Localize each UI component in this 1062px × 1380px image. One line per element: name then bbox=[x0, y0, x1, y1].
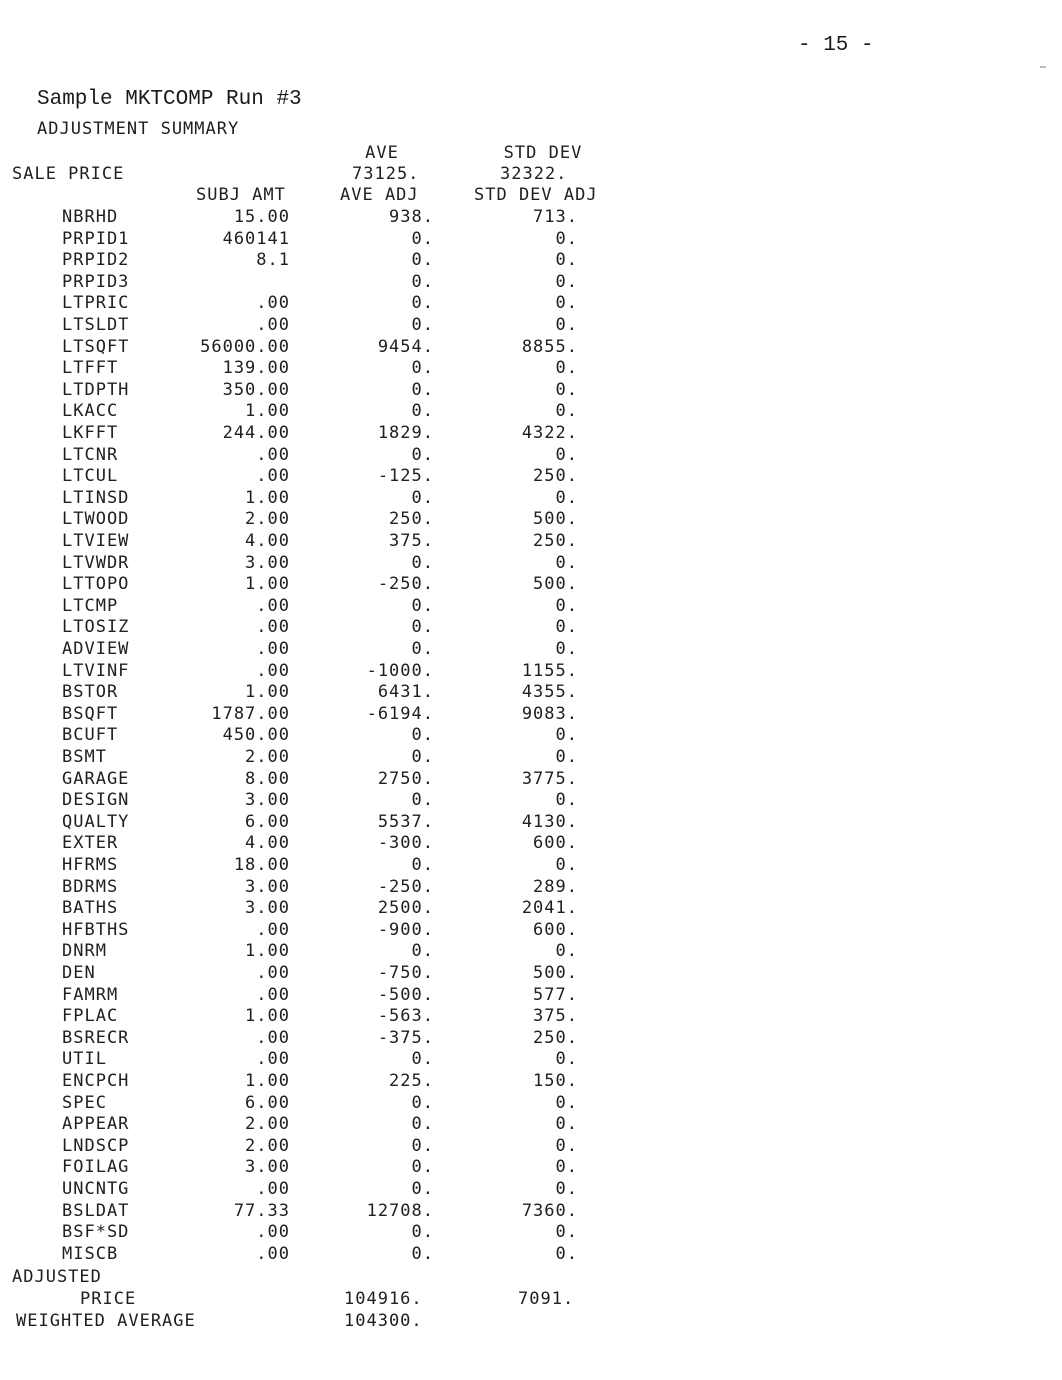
row-label: HFBTHS bbox=[62, 919, 130, 940]
row-ave-adj: 0. bbox=[411, 228, 434, 249]
row-subj-amt: 1787.00 bbox=[211, 703, 290, 724]
adjusted-price-ave: 104916. bbox=[344, 1289, 423, 1309]
row-subj-amt: .00 bbox=[256, 595, 290, 616]
row-ave-adj: 2750. bbox=[377, 768, 434, 789]
row-std-dev-adj: 0. bbox=[555, 552, 578, 573]
row-ave-adj: 375. bbox=[389, 531, 434, 551]
row-subj-amt: .00 bbox=[256, 315, 290, 335]
row-std-dev-adj: 577. bbox=[533, 984, 578, 1005]
row-ave-adj: 0. bbox=[411, 747, 434, 767]
row-subj-amt: 2.00 bbox=[245, 1135, 290, 1156]
row-ave-adj: -750. bbox=[377, 963, 434, 983]
row-std-dev-adj: 4355. bbox=[521, 682, 578, 703]
row-std-dev-adj: 1155. bbox=[521, 660, 578, 681]
row-label: BSLDAT bbox=[62, 1200, 130, 1221]
row-ave-adj: 0. bbox=[411, 790, 434, 811]
row-label: QUALTY bbox=[62, 811, 130, 832]
row-std-dev-adj: 0. bbox=[555, 617, 578, 638]
row-subj-amt: .00 bbox=[256, 1179, 290, 1199]
row-label: ADVIEW bbox=[62, 639, 130, 659]
row-std-dev-adj: 150. bbox=[533, 1071, 578, 1091]
row-ave-adj: 0. bbox=[411, 315, 434, 335]
row-std-dev-adj: 0. bbox=[555, 1135, 578, 1156]
row-subj-amt: 1.00 bbox=[245, 401, 290, 422]
adjusted-price-std-dev: 7091. bbox=[518, 1289, 575, 1309]
row-subj-amt: .00 bbox=[256, 919, 290, 940]
row-label: PRPID1 bbox=[62, 228, 130, 249]
row-std-dev-adj: 4322. bbox=[521, 423, 578, 443]
row-std-dev-adj: 0. bbox=[555, 1243, 578, 1264]
row-std-dev-adj: 0. bbox=[555, 401, 578, 422]
row-label: BCUFT bbox=[62, 725, 119, 746]
row-std-dev-adj: 0. bbox=[555, 1049, 578, 1070]
row-label: DESIGN bbox=[62, 790, 130, 811]
row-ave-adj: 0. bbox=[411, 271, 434, 292]
row-label: BSRECR bbox=[62, 1027, 130, 1048]
row-std-dev-adj: 0. bbox=[555, 444, 578, 465]
row-std-dev-adj: 0. bbox=[555, 487, 578, 508]
row-std-dev-adj: 0. bbox=[555, 1092, 578, 1113]
row-subj-amt: 450.00 bbox=[222, 725, 290, 746]
page-number: - 15 - bbox=[798, 34, 874, 57]
row-ave-adj: 0. bbox=[411, 1179, 434, 1199]
row-subj-amt: 18.00 bbox=[233, 855, 290, 875]
row-label: PRPID3 bbox=[62, 271, 130, 292]
row-std-dev-adj: 0. bbox=[555, 725, 578, 746]
row-std-dev-adj: 0. bbox=[555, 228, 578, 249]
row-subj-amt: 8.1 bbox=[256, 250, 290, 271]
row-ave-adj: -500. bbox=[377, 984, 434, 1005]
row-label: HFRMS bbox=[62, 855, 119, 875]
row-std-dev-adj: 0. bbox=[555, 1222, 578, 1243]
row-label: APPEAR bbox=[62, 1114, 130, 1135]
row-subj-amt: 2.00 bbox=[245, 509, 290, 530]
row-label: LTSQFT bbox=[62, 336, 130, 357]
row-subj-amt: 1.00 bbox=[245, 487, 290, 508]
row-label: LTOSIZ bbox=[62, 617, 130, 638]
row-subj-amt: 4.00 bbox=[245, 531, 290, 551]
row-ave-adj: 0. bbox=[411, 487, 434, 508]
row-ave-adj: 0. bbox=[411, 1049, 434, 1070]
row-label: LTWOOD bbox=[62, 509, 130, 530]
row-label: UTIL bbox=[62, 1049, 107, 1070]
row-label: PRPID2 bbox=[62, 250, 130, 271]
row-ave-adj: 2500. bbox=[377, 898, 434, 919]
row-ave-adj: 6431. bbox=[377, 682, 434, 703]
row-subj-amt: 139.00 bbox=[222, 358, 290, 379]
row-label: BSMT bbox=[62, 747, 107, 767]
row-subj-amt: 1.00 bbox=[245, 1006, 290, 1027]
row-std-dev-adj: 0. bbox=[555, 271, 578, 292]
row-label: LTINSD bbox=[62, 487, 130, 508]
row-label: ENCPCH bbox=[62, 1071, 130, 1091]
row-subj-amt: 3.00 bbox=[245, 876, 290, 897]
row-subj-amt: .00 bbox=[256, 660, 290, 681]
row-subj-amt: 350.00 bbox=[222, 379, 290, 400]
row-label: LTDPTH bbox=[62, 379, 130, 400]
row-label: DNRM bbox=[62, 941, 107, 962]
row-ave-adj: 0. bbox=[411, 250, 434, 271]
row-ave-adj: 938. bbox=[389, 207, 434, 227]
row-std-dev-adj: 500. bbox=[533, 509, 578, 530]
row-ave-adj: 0. bbox=[411, 444, 434, 465]
row-subj-amt: 77.33 bbox=[233, 1200, 290, 1221]
row-std-dev-adj: 0. bbox=[555, 1157, 578, 1178]
row-ave-adj: 0. bbox=[411, 552, 434, 573]
row-std-dev-adj: 600. bbox=[533, 833, 578, 854]
row-ave-adj: 0. bbox=[411, 401, 434, 422]
row-std-dev-adj: 0. bbox=[555, 358, 578, 379]
row-label: LKFFT bbox=[62, 423, 119, 443]
row-label: LTVIEW bbox=[62, 531, 130, 551]
row-subj-amt: .00 bbox=[256, 617, 290, 638]
header-ave: AVE bbox=[365, 143, 399, 163]
row-ave-adj: 0. bbox=[411, 379, 434, 400]
row-ave-adj: 0. bbox=[411, 1243, 434, 1264]
row-ave-adj: 1829. bbox=[377, 423, 434, 443]
row-ave-adj: 0. bbox=[411, 725, 434, 746]
row-ave-adj: -375. bbox=[377, 1027, 434, 1048]
row-label: LNDSCP bbox=[62, 1135, 130, 1156]
row-label: LTFFT bbox=[62, 358, 119, 379]
row-ave-adj: 0. bbox=[411, 293, 434, 314]
row-subj-amt: 15.00 bbox=[233, 207, 290, 227]
row-std-dev-adj: 713. bbox=[533, 207, 578, 227]
row-ave-adj: 0. bbox=[411, 1092, 434, 1113]
row-std-dev-adj: 250. bbox=[533, 466, 578, 487]
row-ave-adj: -1000. bbox=[366, 660, 434, 681]
row-subj-amt: 1.00 bbox=[245, 574, 290, 595]
row-std-dev-adj: 500. bbox=[533, 963, 578, 983]
row-subj-amt: 6.00 bbox=[245, 1092, 290, 1113]
row-ave-adj: -563. bbox=[377, 1006, 434, 1027]
row-label: LTPRIC bbox=[62, 293, 130, 314]
sale-price-label: SALE PRICE bbox=[12, 164, 125, 184]
row-label: NBRHD bbox=[62, 207, 119, 227]
row-label: LTTOPO bbox=[62, 574, 130, 595]
row-subj-amt: 244.00 bbox=[222, 423, 290, 443]
row-subj-amt: 3.00 bbox=[245, 552, 290, 573]
row-subj-amt: 2.00 bbox=[245, 1114, 290, 1135]
row-std-dev-adj: 0. bbox=[555, 250, 578, 271]
row-ave-adj: 0. bbox=[411, 1222, 434, 1243]
row-std-dev-adj: 7360. bbox=[521, 1200, 578, 1221]
row-subj-amt: .00 bbox=[256, 639, 290, 659]
row-std-dev-adj: 600. bbox=[533, 919, 578, 940]
row-label: LTVINF bbox=[62, 660, 130, 681]
row-ave-adj: 0. bbox=[411, 1157, 434, 1178]
weighted-average-value: 104300. bbox=[344, 1311, 423, 1331]
row-std-dev-adj: 250. bbox=[533, 531, 578, 551]
document-title: Sample MKTCOMP Run #3 bbox=[37, 88, 302, 111]
row-label: FOILAG bbox=[62, 1157, 130, 1178]
row-std-dev-adj: 375. bbox=[533, 1006, 578, 1027]
header-subj-amt: SUBJ AMT bbox=[196, 185, 286, 205]
row-std-dev-adj: 0. bbox=[555, 941, 578, 962]
row-subj-amt: 3.00 bbox=[245, 898, 290, 919]
row-std-dev-adj: 2041. bbox=[521, 898, 578, 919]
row-ave-adj: -250. bbox=[377, 574, 434, 595]
adjusted-label: ADJUSTED bbox=[12, 1267, 102, 1287]
row-std-dev-adj: 0. bbox=[555, 293, 578, 314]
row-subj-amt: 2.00 bbox=[245, 747, 290, 767]
row-ave-adj: 225. bbox=[389, 1071, 434, 1091]
row-ave-adj: 0. bbox=[411, 639, 434, 659]
row-ave-adj: -125. bbox=[377, 466, 434, 487]
row-ave-adj: 0. bbox=[411, 1114, 434, 1135]
row-label: BSQFT bbox=[62, 703, 119, 724]
row-ave-adj: 9454. bbox=[377, 336, 434, 357]
row-std-dev-adj: 250. bbox=[533, 1027, 578, 1048]
row-subj-amt: .00 bbox=[256, 293, 290, 314]
row-label: DEN bbox=[62, 963, 96, 983]
row-std-dev-adj: 0. bbox=[555, 315, 578, 335]
row-std-dev-adj: 0. bbox=[555, 639, 578, 659]
row-subj-amt: 1.00 bbox=[245, 941, 290, 962]
row-label: BATHS bbox=[62, 898, 119, 919]
row-subj-amt: 56000.00 bbox=[200, 336, 290, 357]
adjusted-price-label: PRICE bbox=[80, 1289, 137, 1309]
row-ave-adj: 0. bbox=[411, 1135, 434, 1156]
row-label: FPLAC bbox=[62, 1006, 119, 1027]
stray-mark bbox=[1040, 66, 1046, 68]
header-std-dev: STD DEV bbox=[503, 143, 583, 163]
row-subj-amt: .00 bbox=[256, 963, 290, 983]
weighted-average-label: WEIGHTED AVERAGE bbox=[16, 1311, 196, 1331]
row-ave-adj: 0. bbox=[411, 941, 434, 962]
row-label: LKACC bbox=[62, 401, 119, 422]
row-std-dev-adj: 0. bbox=[555, 747, 578, 767]
summary-heading: ADJUSTMENT SUMMARY bbox=[37, 119, 240, 139]
row-ave-adj: -300. bbox=[377, 833, 434, 854]
row-subj-amt: 1.00 bbox=[245, 682, 290, 703]
row-label: LTSLDT bbox=[62, 315, 130, 335]
row-label: SPEC bbox=[62, 1092, 107, 1113]
row-ave-adj: 0. bbox=[411, 358, 434, 379]
row-label: BSTOR bbox=[62, 682, 119, 703]
header-ave-adj: AVE ADJ bbox=[340, 185, 419, 205]
row-subj-amt: 3.00 bbox=[245, 790, 290, 811]
row-std-dev-adj: 3775. bbox=[521, 768, 578, 789]
row-ave-adj: 0. bbox=[411, 595, 434, 616]
row-ave-adj: 0. bbox=[411, 617, 434, 638]
row-subj-amt: .00 bbox=[256, 466, 290, 487]
row-std-dev-adj: 8855. bbox=[521, 336, 578, 357]
row-label: MISCB bbox=[62, 1243, 119, 1264]
sale-price-std-dev: 32322. bbox=[500, 164, 568, 184]
row-std-dev-adj: 0. bbox=[555, 595, 578, 616]
row-std-dev-adj: 500. bbox=[533, 574, 578, 595]
row-label: UNCNTG bbox=[62, 1179, 130, 1199]
row-std-dev-adj: 0. bbox=[555, 790, 578, 811]
row-subj-amt: .00 bbox=[256, 1243, 290, 1264]
row-label: BDRMS bbox=[62, 876, 119, 897]
row-ave-adj: 12708. bbox=[366, 1200, 434, 1221]
row-std-dev-adj: 0. bbox=[555, 1179, 578, 1199]
row-label: LTCNR bbox=[62, 444, 119, 465]
row-ave-adj: -900. bbox=[377, 919, 434, 940]
row-ave-adj: 5537. bbox=[377, 811, 434, 832]
row-subj-amt: .00 bbox=[256, 1049, 290, 1070]
row-ave-adj: -250. bbox=[377, 876, 434, 897]
row-ave-adj: -6194. bbox=[366, 703, 434, 724]
row-subj-amt: .00 bbox=[256, 444, 290, 465]
row-std-dev-adj: 0. bbox=[555, 1114, 578, 1135]
row-label: GARAGE bbox=[62, 768, 130, 789]
row-std-dev-adj: 4130. bbox=[521, 811, 578, 832]
row-ave-adj: 0. bbox=[411, 855, 434, 875]
row-subj-amt: 460141 bbox=[222, 228, 290, 249]
row-label: BSF*SD bbox=[62, 1222, 130, 1243]
row-label: LTCMP bbox=[62, 595, 119, 616]
row-std-dev-adj: 0. bbox=[555, 379, 578, 400]
row-subj-amt: .00 bbox=[256, 984, 290, 1005]
row-label: LTVWDR bbox=[62, 552, 130, 573]
row-std-dev-adj: 0. bbox=[555, 855, 578, 875]
row-subj-amt: 6.00 bbox=[245, 811, 290, 832]
row-subj-amt: .00 bbox=[256, 1027, 290, 1048]
sale-price-ave: 73125. bbox=[352, 164, 420, 184]
row-subj-amt: 4.00 bbox=[245, 833, 290, 854]
row-ave-adj: 250. bbox=[389, 509, 434, 530]
header-std-dev-adj: STD DEV ADJ bbox=[474, 185, 598, 205]
row-subj-amt: .00 bbox=[256, 1222, 290, 1243]
row-subj-amt: 1.00 bbox=[245, 1071, 290, 1091]
row-label: EXTER bbox=[62, 833, 119, 854]
row-std-dev-adj: 289. bbox=[533, 876, 578, 897]
row-subj-amt: 8.00 bbox=[245, 768, 290, 789]
row-label: LTCUL bbox=[62, 466, 119, 487]
row-std-dev-adj: 9083. bbox=[521, 703, 578, 724]
row-subj-amt: 3.00 bbox=[245, 1157, 290, 1178]
row-label: FAMRM bbox=[62, 984, 119, 1005]
